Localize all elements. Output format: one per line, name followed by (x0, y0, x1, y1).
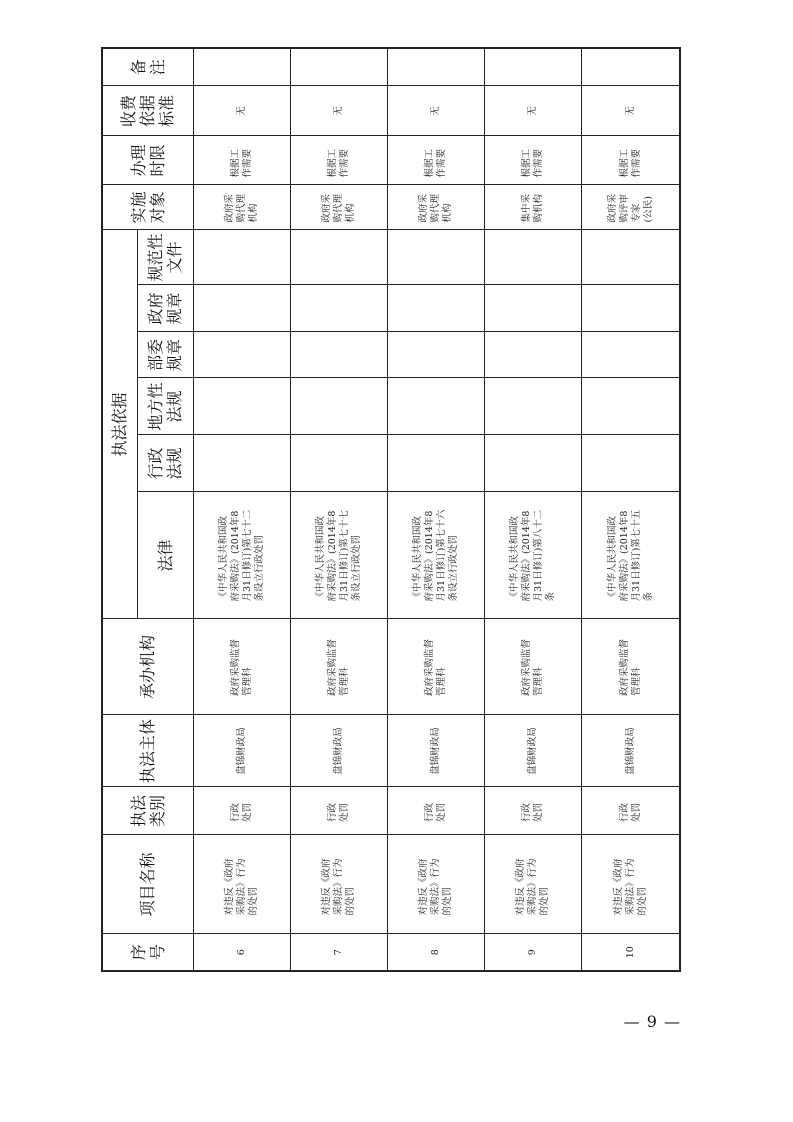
cell-subject: 盘锦财政局 (290, 715, 387, 787)
cell-gov-rule (290, 285, 387, 332)
cell-subject: 盘锦财政局 (485, 715, 582, 787)
cell-normative-doc (582, 230, 680, 285)
cell-name: 对违反《政府采购法》行为的处罚 (582, 835, 680, 934)
cell-time-limit: 根据工作需要 (290, 136, 387, 185)
cell-subject: 盘锦财政局 (387, 715, 484, 787)
table-row (387, 48, 484, 971)
header-normative-doc: 规范性文件 (137, 230, 193, 285)
header-target: 实施对象 (102, 185, 193, 230)
cell-target: 政府采购代理机构 (193, 185, 290, 230)
cell-law: 《中华人民共和国政府采购法》(2014年8月31日修订)第七十六条设立行政处罚 (387, 492, 484, 619)
header-ministry-rule: 部委规章 (137, 332, 193, 378)
cell-admin-reg (485, 435, 582, 492)
enforcement-table-frame (101, 59, 681, 972)
cell-agency: 政府采购监督管理科 (290, 619, 387, 715)
cell-seq: 6 (193, 934, 290, 971)
cell-seq: 10 (582, 934, 680, 971)
header-agency: 承办机构 (102, 619, 193, 715)
cell-fee: 无 (582, 86, 680, 136)
cell-normative-doc (290, 230, 387, 285)
cell-name: 对违反《政府采购法》行为的处罚 (290, 835, 387, 934)
cell-local-reg (485, 378, 582, 435)
cell-category: 行政处罚 (485, 787, 582, 835)
cell-law: 《中华人民共和国政府采购法》(2014年8月31日修订)第七十五条 (582, 492, 680, 619)
header-law: 法律 (137, 492, 193, 619)
page-number-text: — 9 — (623, 1012, 681, 1031)
cell-remark (582, 48, 680, 86)
table-row (290, 48, 387, 971)
cell-remark (485, 48, 582, 86)
cell-subject: 盘锦财政局 (193, 715, 290, 787)
header-gov-rule: 政府规章 (137, 285, 193, 332)
cell-law: 《中华人民共和国政府采购法》(2014年8月31日修订)第八十二条 (485, 492, 582, 619)
cell-admin-reg (582, 435, 680, 492)
cell-fee: 无 (387, 86, 484, 136)
cell-category: 行政处罚 (387, 787, 484, 835)
cell-ministry-rule (582, 332, 680, 378)
cell-remark (193, 48, 290, 86)
cell-fee: 无 (485, 86, 582, 136)
enforcement-basis-table (101, 47, 681, 972)
cell-target: 集中采购机构 (485, 185, 582, 230)
cell-ministry-rule (193, 332, 290, 378)
header-subject: 执法主体 (102, 715, 193, 787)
header-seq: 序号 (102, 934, 193, 971)
table-row (485, 48, 582, 971)
cell-category: 行政处罚 (582, 787, 680, 835)
cell-normative-doc (485, 230, 582, 285)
header-remark: 备注 (102, 48, 193, 86)
table-row (193, 48, 290, 971)
cell-seq: 7 (290, 934, 387, 971)
cell-seq: 8 (387, 934, 484, 971)
cell-target: 政府采购评审专家(公民) (582, 185, 680, 230)
header-basis-group: 执法依据 (102, 230, 137, 619)
cell-time-limit: 根据工作需要 (485, 136, 582, 185)
cell-category: 行政处罚 (193, 787, 290, 835)
rotated-table (101, 59, 681, 972)
cell-local-reg (290, 378, 387, 435)
header-admin-reg: 行政法规 (137, 435, 193, 492)
cell-agency: 政府采购监督管理科 (485, 619, 582, 715)
cell-time-limit: 根据工作需要 (193, 136, 290, 185)
cell-gov-rule (193, 285, 290, 332)
cell-local-reg (582, 378, 680, 435)
cell-law: 《中华人民共和国政府采购法》(2014年8月31日修订)第七十七条设立行政处罚 (290, 492, 387, 619)
header-local-reg: 地方性法规 (137, 378, 193, 435)
cell-normative-doc (193, 230, 290, 285)
cell-agency: 政府采购监督管理科 (582, 619, 680, 715)
cell-fee: 无 (290, 86, 387, 136)
cell-remark (290, 48, 387, 86)
header-time-limit: 办理时限 (102, 136, 193, 185)
cell-target: 政府采购代理机构 (290, 185, 387, 230)
cell-ministry-rule (387, 332, 484, 378)
cell-admin-reg (290, 435, 387, 492)
cell-ministry-rule (290, 332, 387, 378)
page-number (0, 1012, 793, 1031)
cell-name: 对违反《政府采购法》行为的处罚 (193, 835, 290, 934)
cell-gov-rule (582, 285, 680, 332)
cell-fee: 无 (193, 86, 290, 136)
cell-remark (387, 48, 484, 86)
cell-gov-rule (387, 285, 484, 332)
cell-agency: 政府采购监督管理科 (193, 619, 290, 715)
cell-target: 政府采购代理机构 (387, 185, 484, 230)
cell-gov-rule (485, 285, 582, 332)
cell-category: 行政处罚 (290, 787, 387, 835)
cell-time-limit: 根据工作需要 (582, 136, 680, 185)
cell-seq: 9 (485, 934, 582, 971)
cell-ministry-rule (485, 332, 582, 378)
cell-local-reg (193, 378, 290, 435)
cell-agency: 政府采购监督管理科 (387, 619, 484, 715)
table-row (582, 48, 680, 971)
cell-subject: 盘锦财政局 (582, 715, 680, 787)
header-fee: 收费依据标准 (102, 86, 193, 136)
cell-name: 对违反《政府采购法》行为的处罚 (485, 835, 582, 934)
cell-local-reg (387, 378, 484, 435)
cell-law: 《中华人民共和国政府采购法》(2014年8月31日修订)第七十二条设立行政处罚 (193, 492, 290, 619)
cell-admin-reg (193, 435, 290, 492)
header-category: 执法类别 (102, 787, 193, 835)
cell-admin-reg (387, 435, 484, 492)
cell-name: 对违反《政府采购法》行为的处罚 (387, 835, 484, 934)
cell-normative-doc (387, 230, 484, 285)
cell-time-limit: 根据工作需要 (387, 136, 484, 185)
header-project-name: 项目名称 (102, 835, 193, 934)
